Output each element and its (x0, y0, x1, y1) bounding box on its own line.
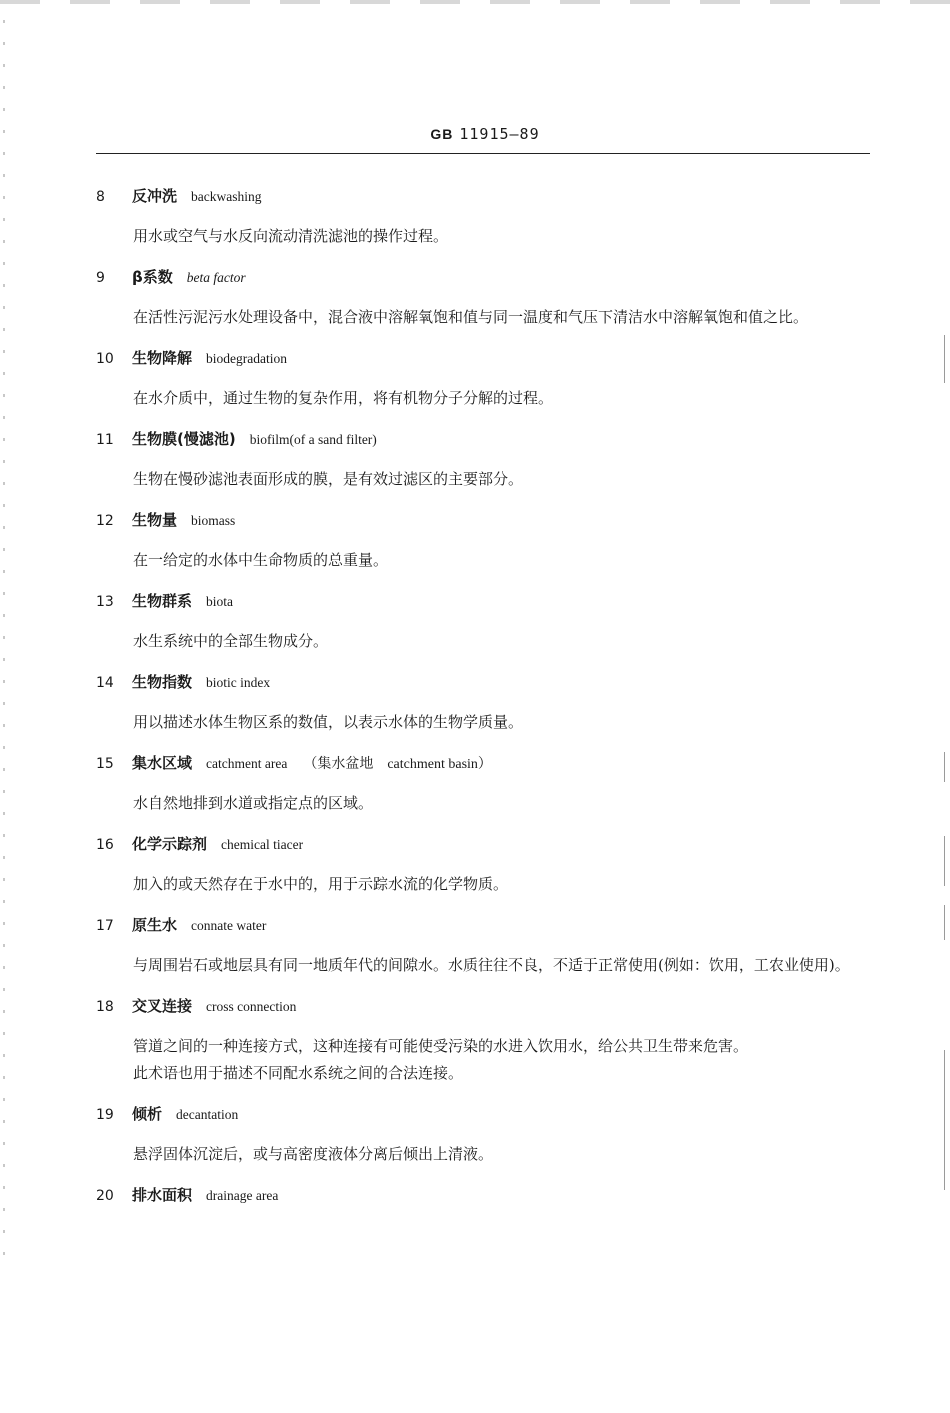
term-number: 17 (96, 918, 114, 934)
term-heading (96, 1100, 870, 1128)
term-entry-17 (96, 911, 870, 978)
term-definition: 水生系统中的全部生物成分。 (133, 632, 329, 650)
term-english: decantation (176, 1107, 239, 1122)
term-chinese: 生物膜(慢滤池) (132, 430, 236, 448)
term-entry-20 (96, 1181, 870, 1209)
scan-left-edge (3, 20, 5, 1270)
term-english: beta factor (186, 270, 246, 285)
scan-top-edge (0, 0, 950, 4)
term-number: 14 (96, 675, 114, 691)
term-list (96, 182, 870, 1209)
term-entry-12 (96, 506, 870, 573)
term-number: 12 (96, 513, 114, 529)
term-chinese: 生物群系 (132, 592, 193, 610)
term-english: catchment area (206, 756, 288, 771)
term-entry-15 (96, 749, 870, 816)
term-chinese: 生物指数 (132, 673, 193, 691)
term-heading (96, 911, 870, 939)
scan-mark (944, 335, 945, 383)
term-entry-10 (96, 344, 870, 411)
term-entry-18 (96, 992, 870, 1086)
term-english: drainage area (206, 1188, 279, 1203)
term-definition: 悬浮固体沉淀后，或与高密度液体分离后倾出上清液。 (133, 1145, 494, 1163)
term-heading (96, 1181, 870, 1209)
term-english: biota (206, 594, 234, 609)
term-definition: 在水介质中，通过生物的复杂作用，将有机物分子分解的过程。 (133, 389, 554, 407)
term-heading (96, 425, 870, 453)
term-english: biodegradation (206, 351, 287, 366)
term-english: backwashing (191, 189, 262, 204)
term-heading (96, 506, 870, 534)
term-chinese: β系数 (132, 268, 173, 286)
term-english: biofilm(of a sand filter) (249, 432, 377, 447)
term-number: 18 (96, 999, 114, 1015)
term-number: 15 (96, 756, 114, 772)
term-heading (96, 344, 870, 372)
term-number: 9 (96, 270, 105, 286)
term-chinese: 交叉连接 (132, 997, 193, 1015)
term-chinese: 生物降解 (132, 349, 193, 367)
term-english: cross connection (206, 999, 297, 1014)
scan-mark (944, 905, 945, 940)
term-chinese: 原生水 (132, 916, 178, 934)
page-header (0, 124, 950, 143)
term-definition: 在一给定的水体中生命物质的总重量。 (133, 551, 389, 569)
term-number: 10 (96, 351, 114, 367)
term-number: 11 (96, 432, 114, 448)
term-entry-9 (96, 263, 870, 330)
term-synonym: （集水盆地 catchment basin） (303, 757, 492, 772)
term-number: 16 (96, 837, 114, 853)
term-heading (96, 992, 870, 1020)
term-entry-11 (96, 425, 870, 492)
term-definition: 用水或空气与水反向流动清洗滤池的操作过程。 (133, 227, 449, 245)
scan-mark (944, 1050, 945, 1190)
term-entry-14 (96, 668, 870, 735)
term-entry-8 (96, 182, 870, 249)
term-entry-16 (96, 830, 870, 897)
term-heading (96, 263, 870, 291)
term-chinese: 化学示踪剂 (132, 835, 208, 853)
term-number: 13 (96, 594, 114, 610)
scan-mark (944, 836, 945, 886)
term-definition: 水自然地排到水道或指定点的区域。 (133, 794, 374, 812)
term-definition: 生物在慢砂滤池表面形成的膜，是有效过滤区的主要部分。 (133, 470, 524, 488)
term-definition: 加入的或天然存在于水中的，用于示踪水流的化学物质。 (133, 875, 509, 893)
standard-code: GB (430, 126, 454, 142)
scan-mark (944, 752, 945, 782)
term-chinese: 排水面积 (132, 1186, 193, 1204)
term-heading (96, 830, 870, 858)
term-definition-note: 此术语也用于描述不同配水系统之间的合法连接。 (133, 1064, 464, 1082)
header-rule (96, 153, 870, 154)
term-heading (96, 587, 870, 615)
term-english: biomass (191, 513, 236, 528)
term-entry-13 (96, 587, 870, 654)
term-definition: 用以描述水体生物区系的数值，以表示水体的生物学质量。 (133, 713, 524, 731)
term-definition: 在活性污泥污水处理设备中，混合液中溶解氧饱和值与同一温度和气压下清洁水中溶解氧饱和值之比。 (133, 308, 809, 326)
term-chinese: 生物量 (132, 511, 178, 529)
standard-number: 11915—89 (459, 125, 540, 143)
term-english: biotic index (206, 675, 271, 690)
term-heading (96, 749, 870, 777)
term-chinese: 集水区域 (132, 754, 193, 772)
term-number: 20 (96, 1188, 114, 1204)
term-heading (96, 668, 870, 696)
term-english: connate water (191, 918, 267, 933)
term-number: 19 (96, 1107, 114, 1123)
term-chinese: 反冲洗 (132, 187, 178, 205)
term-definition: 管道之间的一种连接方式，这种连接有可能使受污染的水进入饮用水，给公共卫生带来危害。 (133, 1037, 749, 1055)
term-definition: 与周围岩石或地层具有同一地质年代的间隙水。水质往往不良，不适于正常使用(例如：饮用，工农业使用)。 (133, 956, 850, 974)
term-chinese: 倾析 (132, 1105, 163, 1123)
term-heading (96, 182, 870, 210)
term-entry-19 (96, 1100, 870, 1167)
term-english: chemical tiacer (221, 837, 304, 852)
term-number: 8 (96, 189, 105, 205)
